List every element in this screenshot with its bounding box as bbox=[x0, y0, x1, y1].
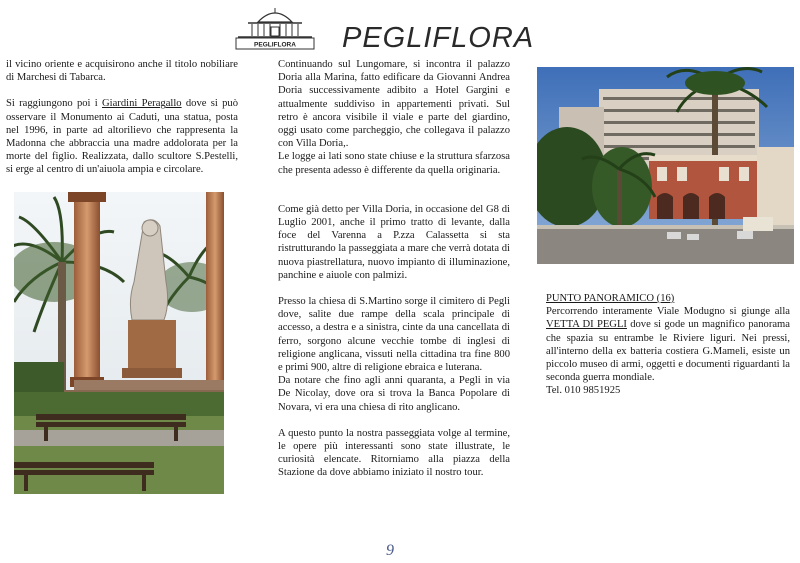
page-title: PEGLIFLORA bbox=[342, 22, 535, 54]
middle-paragraph-5: Da notare che fino agli anni quaranta, a Pegli in via De Nicolay, dove ora si trova la Banca Popolare di Novara, vi era una chiesa di rito anglicano. bbox=[278, 375, 510, 413]
middle-column bbox=[278, 58, 510, 480]
giardini-peragallo-link: Giardini Peragallo bbox=[102, 98, 182, 110]
logo-lettering: PEGLIFLORA bbox=[254, 41, 296, 49]
right-paragraph-1: Percorrendo interamente Viale Modugno si giunge alla VETTA DI PEGLI dove si gode un magnifico panorama che spazia su entrambe le Riviere liguri. Nei pressi, all'interno della ex batteria costiera G.Mameli, esiste un piccolo museo di armi, oggetti e documenti riguardanti la seconda guerra mondiale. bbox=[546, 306, 790, 384]
palazzo-photo bbox=[537, 67, 794, 264]
pegliflora-logo bbox=[234, 6, 316, 50]
vetta-di-pegli-link: VETTA DI PEGLI bbox=[546, 319, 627, 331]
middle-paragraph-2: Le logge ai lati sono state chiuse e la struttura sfarzosa che presenta adesso è differente da quella originaria. bbox=[278, 151, 510, 176]
monument-photo bbox=[14, 192, 224, 494]
phone-number: Tel. 010 9851925 bbox=[546, 385, 621, 397]
left-paragraph-2: Si raggiungono poi i Giardini Peragallo dove si può osservare il Monumento ai Caduti, una statua, posta nel 1996, in parte ad altorilievo che rappresenta la Madonna che abbraccia una madre addolorata per la morte del figlio. Realizzata, dallo scultore S.Pestelli, si erge al centro di un'aiuola ampia e circolare. bbox=[6, 98, 238, 176]
right-column bbox=[546, 292, 790, 398]
left-column bbox=[6, 58, 238, 177]
middle-paragraph-3: Come già detto per Villa Doria, in occasione del G8 di Luglio 2001, anche il primo tratto di levante, dalla foce del Varenna a P.zza Calassetta si sta ristrutturando la passeggiata a mare che verrà dotata di nuova piastrellatura, nuovo impianto di illuminazione, panchine e aiuole con palmizi. bbox=[278, 203, 510, 281]
middle-paragraph-1: Continuando sul Lungomare, si incontra il palazzo Doria alla Marina, fatto edificare da Giovanni Andrea Doria successivamente adibito a Hotel Gargini e attualmente suddiviso in appartementi privati. Sul retro è ancora visibile il viale e parte del giardino, oggi usato come parcheggio, che collegava il palazzo con Villa Doria,. bbox=[278, 59, 510, 150]
page-number: 9 bbox=[386, 542, 394, 559]
punto-panoramico-heading: PUNTO PANORAMICO (16) bbox=[546, 293, 675, 304]
middle-paragraph-6: A questo punto la nostra passeggiata volge al termine, le opere più interessanti sono state illustrate, le curiosità elencate. Ritorniamo alla piazza della Stazione da dove abbiamo iniziato il nostro tour. bbox=[278, 427, 510, 479]
left-paragraph-1: il vicino oriente e acquisirono anche il titolo nobiliare di Marchesi di Tabarca. bbox=[6, 59, 238, 84]
middle-paragraph-4: Presso la chiesa di S.Martino sorge il cimitero di Pegli dove, salite due rampe della scala principale di accesso, a destra e a sinistra, cinte da una cancellata di ferro, sorgono alcune vecchie tombe di inglesi di religione anglicana, vissuti nella cittadina tra fine 800 e primi 900, altre di religione ebraica e luterana. bbox=[278, 296, 510, 374]
